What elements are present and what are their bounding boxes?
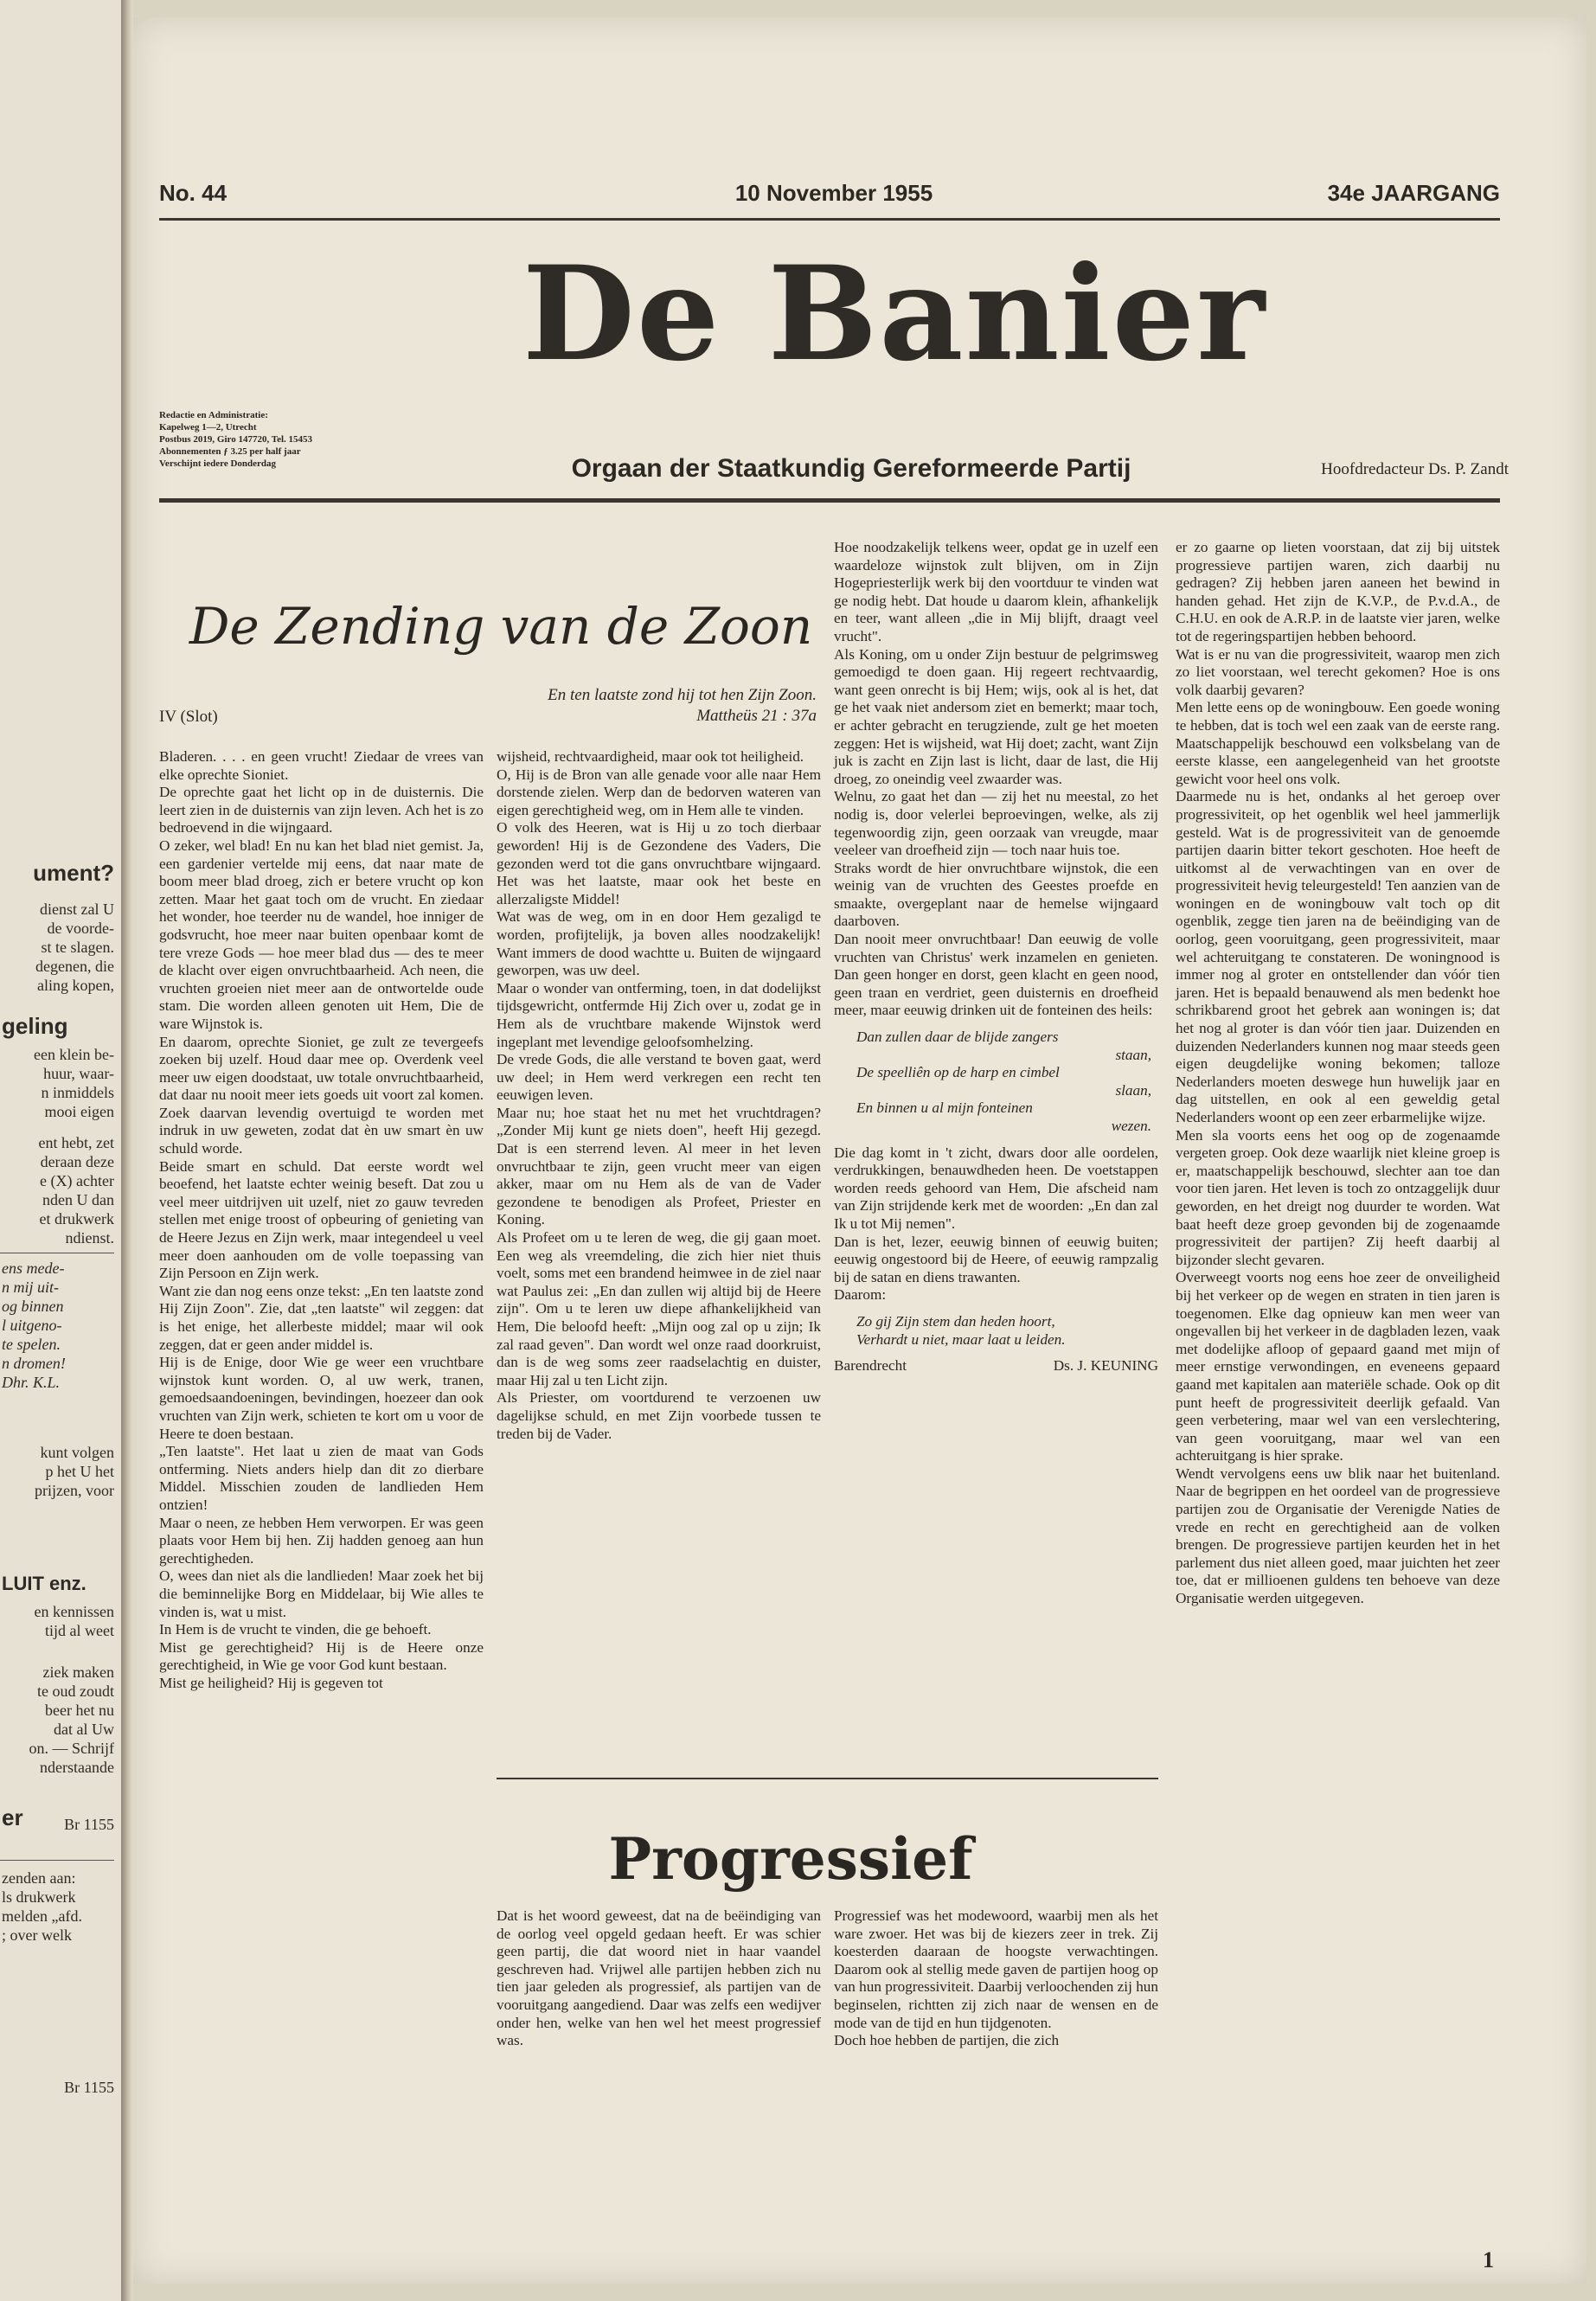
article-column (497, 1907, 821, 2050)
column-text: Bladeren. . . . en geen vrucht! Ziedaar de vrees van elke oprechte Sioniet. De oprechte gaat het licht op in de duisternis. Die leert zien in de duisternis van zijn leven. Ach het is zo bedroevend in die wijngaard. O zeker, wel blad! En nu kan het blad niet gemist. Ja, een gardenier vertelde mij eens, dat naar mate de boom meer blad droeg, zich er betere vrucht op kon zetten. Maar het gaat toch om de vrucht. En ziedaar het wonder, hoe teerder nu de wandel, hoe inniger de godsvrucht, hoe meer naar buiten openbaar komt de tere vreze Gods — hoe meer blad dus — des te meer de klacht over eigen onvruchtbaarheid. Ach neen, die vruchten groeien niet meer aan de ontwortelde oude stam. Die worden alleen genoten uit Hem, Die de ware Wijnstok is. En daarom, oprechte Sioniet, ge zult ze tevergeefs zoeken bij uzelf. Houd daar mee op. Overdenk veel meer uw eigen doodstaat, uw totale onvruchtbaarheid, dat daar nu nooit meer iets goeds uit voort zal komen. Zoek daarvan levendig overtuigd te worden met indruk in uw geweten, zodat dat èn uw smart èn uw schuld worde. Beide smart en schuld. Dat eerste wordt wel beoefend, het laatste echter weinig beseft. Dat zou u veel meer uitdrijven uit uzelf, niet zo gauw tevreden stellen met enige troost of opbeuring of genieting van de Heere Jezus en Zijn werk, maar integendeel u veel meer doen aanhouden om de volle toepassing van Zijn Persoon en Zijn werk. Want zie dan nog eens onze tekst: „En ten laatste zond Hij Zijn Zoon". Zie, dat „ten laatste" wil zeggen: dat is het enige, het allerbeste middel; maar wil ook zeggen, dat er geen ander middel is. Hij is de Enige, door Wie ge weer een vruchtbare wijnstok kunt worden. O, al uw werk, tranen, gemoedsaandoeningen, bevindingen, hoezeer dan ook vruchten van Zijn werk, schieten te kort om u voor de Heere te doen bestaan. „Ten laatste". Het laat u zien de maat van Gods ontferming. Niets anders hielp dan dit zo dierbare Middel. Misschien zouden de landlieden Hem ontzien! Maar o neen, ze hebben Hem verworpen. Er was geen plaats voor Hem bij hen. Zij hadden genoeg aan hun gerechtigheden. O, wees dan niet als die landlieden! Maar zoek het bij die beminnelijke Borg en Middelaar, bij Wie alles te vinden is, wat u mist. In Hem is de vrucht te vinden, die ge behoeft. Mist ge gerechtigheid? Hij is de Heere onze gerechtigheid, in Wie ge voor God kunt bestaan. Mist ge heiligheid? Hij is gegeven tot (159, 748, 484, 1691)
poem-line: Zo gij Zijn stem dan heden hoort, (856, 1312, 1055, 1330)
strip-rule (0, 1860, 114, 1861)
admin-line: Verschijnt iedere Donderdag (159, 458, 277, 469)
binding-shadow (121, 0, 133, 2301)
adjacent-page-strip (0, 0, 123, 2301)
masthead-title: De Banier (522, 238, 1267, 390)
strip-fragment: ziek maken te oud zoudt beer het nu dat al Uw on. — Schrijf nderstaande (29, 1663, 114, 1776)
admin-line: Redactie en Administratie: (159, 410, 268, 420)
epigraph (332, 685, 817, 727)
signature-name: Ds. J. KEUNING (1053, 1357, 1158, 1375)
strip-fragment: zenden aan: ls drukwerk melden „afd. ; over welk (2, 1869, 82, 1944)
poem-line: wezen. (1111, 1118, 1151, 1134)
column-text: Die dag komt in 't zicht, dwars door alle oordelen, verdrukkingen, benauwdheden heen. De voetstappen worden reeds gehoord van Hem, Die afscheid nam van Zijn strijdende kerk met de woorden: „En dan zal Ik u tot Mij nemen". Dan is het, lezer, eeuwig binnen of eeuwig buiten; eeuwig ongestoord bij de Heere, of eeuwig rampzalig bij de satan en diens trawanten. Daarom: (834, 1144, 1158, 1304)
newspaper-page (133, 17, 1586, 2284)
article-part: IV (Slot) (159, 708, 218, 726)
strip-fragment: dienst zal U de voorde- st te slagen. degenen, die aling kopen, (35, 901, 114, 994)
poem-line: Verhardt u niet, maar laat u leiden. (856, 1330, 1066, 1348)
article-title: De Zending van de Zoon (189, 597, 813, 656)
page-number: 1 (1483, 2247, 1494, 2272)
poem (856, 1029, 1151, 1136)
strip-fragment: ens mede- n mij uit- og binnen l uitgeno- te spelen. n dromen! Dhr. K.L. (2, 1259, 66, 1391)
column-text: Progressief was het modewoord, waarbij men als het ware zwoer. Het was bij de kiezers zeer in trek. Zij koesterden daaraan de hoogste verwachtingen. Daarom ook al stellig mede gaven de partijen hoog op van hun progressiviteit. Daarbij verloochenden zij hun beginselen, richtten zij zich naar de wensen en de mode van de tijd en hun tijdgenoten. Doch hoe hebben de partijen, die zich (834, 1907, 1158, 2049)
strip-fragment: geling (2, 1013, 68, 1039)
strip-fragment: kunt volgen p het U het prijzen, voor (35, 1444, 114, 1499)
article-column (159, 748, 484, 1692)
poem-line: Dan zullen daar de blijde zangers (856, 1029, 1059, 1046)
admin-line: Abonnementen ƒ 3.25 per half jaar (159, 446, 301, 457)
article-column (834, 539, 1158, 1375)
strip-fragment: ent hebt, zet deraan deze e (X) achter nden U dan et drukwerk ndienst. (38, 1134, 114, 1247)
masthead-subtitle: Orgaan der Staatkundig Gereformeerde Partij (571, 454, 1131, 483)
poem (856, 1313, 1151, 1349)
article-column (497, 748, 821, 1443)
poem-line: slaan, (1115, 1081, 1151, 1099)
signature (834, 1357, 1158, 1375)
column-text: wijsheid, rechtvaardigheid, maar ook tot heiligheid. O, Hij is de Bron van alle genade voor alle naar Hem dorstende zielen. Werp dan de bedorven wateren van eigen gerechtigheid weg, om in Hem alle te vinden. O volk des Heeren, wat is Hij u zo toch dierbaar geworden! Hij is de Gezondene des Vaders, Die gezonden werd tot die gans onvruchtbare wijngaard. Het was het laatste, maar ook het beste en allerzaligste Middel! Wat was de weg, om in en door Hem gezaligd te worden, profijtelijk, ja boven alles noodzakelijk! Want immers de dood wachtte u. Buiten de wijngaard geworpen, was uw deel. Maar o wonder van ontferming, toen, in dat dodelijkst tijdsgewricht, ontfermde Hij Zich over u, zodat ge in Hem als de vruchtbare makende Wijnstok werd ingeplant met levendige geloofsomhelzing. De vrede Gods, die alle verstand te boven gaat, werd uw deel; in Hem werd verkregen een recht ten eeuwigen leven. Maar nu; hoe staat het nu met het vruchtdragen? „Zonder Mij kunt ge niets doen", heeft Hij gezegd. Dat is een sterrend leven. Al meer in het leven onvruchtbaar te zijn, geen vrucht meer van eigen akker, maar om nu Hem als de van de Vader gezondene te benodigen als Profeet, Priester en Koning. Als Profeet om u te leren de weg, die gij gaan moet. Een weg als vreemdeling, die zich hier niet thuis voelt, soms met een brandend heimwee in de ziel naar wat Paulus zei: „En dan zullen wij altijd bij de Heere zijn". Om u te leren uw diepe afhankelijkheid van Hem, Die beloofd heeft: „Mijn oog zal op u zijn; Ik zal raad geven". Dan wordt wel onze raad doorkruist, dan is de weg soms zeer raadselachtig en duister, maar Hij zal u ten Licht zijn. Als Priester, om voortdurend te verzoenen uw dagelijkse schuld, en met Zijn voorbede tussen te treden bij de Vader. (497, 748, 821, 1442)
column-text: er zo gaarne op lieten voorstaan, dat zij bij uitstek progressieve partijen waren, zich daarbij nu gedragen? Zij hebben jaren aaneen het bewind in handen gehad. Het zijn de K.V.P., de P.v.d.A., de C.H.U. en ook de A.R.P. in de laatste vier jaren, welke tot de regeringspartijen hebben behoord. Wat is er nu van die progressiviteit, waarop men zich zo liet voorstaan, wel terecht gekomen? Hoe is ons volk daarbij gevaren? Men lette eens op de woningbouw. Een goede woning te hebben, dat is toch wel een zaak van de eerste rang. Maatschappelijk beschouwd een volksbelang van de eerste klasse, een aangelegenheid van het grootste gewicht voor heel ons volk. Daarmede nu is het, ondanks al het geroep over progressiviteit, op het ogenblik wel heel jammerlijk gesteld. Wat is de progressiviteit van de genoemde partijen daarin bitter tekort geschoten. Hoe heeft de uitkomst al de verwachtingen van en over de progressiviteit hevig teleurgesteld! Ten aanzien van de woningen en de woningbouw valt toch op dit ogenblik, zegge tien jaren na de beëindiging van de oorlog, geen vooruitgang, geen progressiviteit, maar wel achteruitgang te constateren. De woningnood is immer nog al groter en ontstellender dan vóór tien jaren. Het is bepaald benauwend als men bedenkt hoe schrikbarend groot het gebrek aan woningen is; dat het nog al groter is dan vóór tien jaar. Duizenden en duizenden Nederlanders kunnen nog maar steeds geen eigen deugdelijke woning bekomen; talloze Nederlanders moeten deswege hun huwelijk jaar en dag uitstellen, en ook al een geweldig getal Nederlanders woont op een zeer erbarmelijke wijze. Men sla voorts eens het oog op de zogenaamde vergeten groep. Ook deze waarlijk niet kleine groep is er, maatschappelijk beschouwd, slechter aan toe dan voor tien jaren. Het leven is toch zo ontzaggelijk duur geworden, en het dreigt nog duurder te worden. Wat baat heeft deze groep gevonden bij de zogenaamde progressiviteit der partijen? Zij heeft daarbij al bijzonder slecht gevaren. Overweegt voorts nog eens hoe zeer de onveiligheid bij het verkeer op de wegen en straten in tien jaren is toegenomen. Elke dag opnieuw kan men weer van ongevallen bij het verkeer in de dagbladen lezen, vaak met dodelijke afloop of gepaard gaand met mijn of meer ernstige verwondingen, en eveneens gepaard gaand met kapitalen aan materiële schade. Ook op dit punt heeft de progressiviteit deerlijk gefaald. Van geen verbetering, maar wel van een verslechtering, van geen vooruitgang, maar wel van een achteruitgang is hier sprake. Wendt vervolgens eens uw blik naar het buitenland. Naar de begrippen en het oordeel van de progressieve partijen zou de Organisatie der Verenigde Naties de vrede en recht en gerechtigheid aan de volken brengen. De progressieve partijen keurden het in het parlement dus niet alleen goed, maar juichten het zeer toe, dat er millioenen guldens ten behoeve van deze Organisatie werden uitgegeven. (1176, 539, 1500, 1607)
signature-place: Barendrecht (834, 1357, 907, 1375)
volume-number: 34e JAARGANG (1327, 180, 1500, 206)
column-text: Hoe noodzakelijk telkens weer, opdat ge in uzelf een waardeloze wijnstok zult blijven, om in Zijn Hogepriesterlijk werk bij den voortduur te vinden wat ge nodig hebt. Dat houde u daarom klein, afhankelijk en teer, want alleen „die in Mij blijft, draagt veel vrucht". Als Koning, om u onder Zijn bestuur de pelgrimsweg gemoedigd te doen gaan. Hij regeert rechtvaardig, want geen onrecht is bij Hem; wijs, ook al is het, dat ge het vaak niet andersom ziet en bemerkt; maar toch, er achter gebracht en terugziende, zult ge het moeten zeggen: Het is wijsheid, wat Hij doet; zacht, want Zijn juk is zacht en Zijn last is licht, daar de last, die Hij droeg, zo oneindig veel zwaarder was. Welnu, zo gaat het dan — zij het nu meestal, zo het nodig is, door velerlei beproevingen, welke, als zij tegenwoordig zijn, geen oorzaak van vreugde, maar veeleer van droefheid zijn — toch naar huis toe. Straks wordt de hier onvruchtbare wijnstok, die een weinig van de vruchten des Geestes proefde en smaakte, overgeplant naar de hemelse wijngaard daarboven. Dan nooit meer onvruchtbaar! Dan eeuwig de volle vruchten van Christus' werk inzamelen en genieten. Dan geen honger en dorst, geen klacht en geen nood, geen traan en verdriet, geen duisternis en droefheid meer, maar eeuwig drinken uit de fonteinen des heils: (834, 539, 1158, 1019)
article-separator (497, 1778, 1158, 1779)
poem-line: En binnen u al mijn fonteinen (856, 1099, 1033, 1117)
article-column (834, 1907, 1158, 2050)
issue-number: No. 44 (159, 180, 228, 206)
poem-line: staan, (1115, 1046, 1151, 1063)
masthead-rule (159, 498, 1500, 503)
header-rule (159, 218, 1500, 221)
strip-fragment: LUIT enz. (2, 1573, 87, 1594)
strip-fragment: ument? (33, 860, 114, 886)
strip-fragment: Br 1155 (64, 2079, 114, 2096)
strip-fragment: er (2, 1804, 23, 1830)
poem-line: De speelliên op de harp en cimbel (856, 1064, 1060, 1081)
strip-fragment: een klein be- huur, waar- n inmiddels mooi eigen (34, 1046, 114, 1120)
epigraph-reference: Mattheüs 21 : 37a (696, 707, 817, 725)
editor-credit: Hoofdredacteur Ds. P. Zandt (1321, 460, 1509, 478)
strip-fragment: Br 1155 (64, 1816, 114, 1833)
admin-line: Kapelweg 1—2, Utrecht (159, 422, 257, 433)
issue-date: 10 November 1955 (734, 180, 933, 206)
administration-box (159, 409, 349, 470)
strip-fragment: en kennissen tijd al weet (34, 1603, 114, 1639)
column-text: Dat is het woord geweest, dat na de beëindiging van de oorlog veel opgeld gedaan heeft. Er was schier geen partij, die dat woord niet in haar vaandel geschreven had. Vrijwel alle partijen hebben zich nu tien jaar geleden als progressief, als partijen van de vooruitgang aangediend. Daar was zelfs een wedijver onder hen, welke van hen wel het meest progressief was. (497, 1907, 821, 2049)
article-title: Progressief (608, 1825, 973, 1893)
admin-line: Postbus 2019, Giro 147720, Tel. 15453 (159, 434, 313, 445)
epigraph-text: En ten laatste zond hij tot hen Zijn Zoon. (548, 686, 817, 704)
article-column (1176, 539, 1500, 1608)
